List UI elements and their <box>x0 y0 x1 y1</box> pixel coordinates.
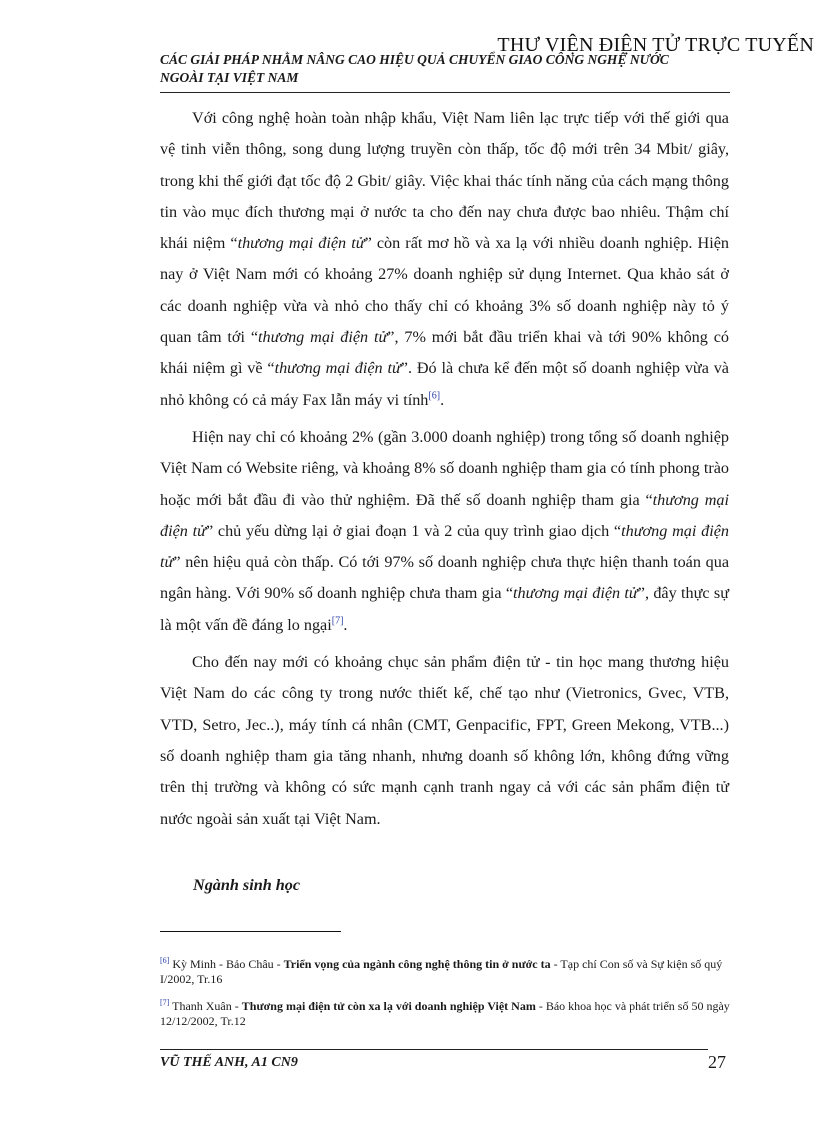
footnote-title: Thương mại điện tử còn xa lạ với doanh nghiệp Việt Nam <box>241 999 536 1013</box>
footnote-6: [6] Kỳ Minh - Bảo Châu - Triển vọng của ngành công nghệ thông tin ở nước ta - Tạp chí Con số và Sự kiện số quý I/2002, Tr.16 <box>160 956 723 986</box>
footnote-7: [7] Thanh Xuân - Thương mại điện tử còn xa lạ với doanh nghiệp Việt Nam - Báo khoa học và phát triển số 50 ngày 12/12/2002, Tr.12 <box>160 998 730 1028</box>
footnote-ref-6[interactable]: [6] <box>428 390 441 402</box>
header-divider <box>160 92 730 93</box>
header-line-1: CÁC GIẢI PHÁP NHẰM NÂNG CAO HIỆU QUẢ CHUYỂN GIAO CÔNG NGHỆ NƯỚC <box>160 52 669 67</box>
footnotes <box>160 957 730 1041</box>
footer-author: VŨ THẾ ANH, A1 CN9 <box>160 1055 298 1070</box>
footnote-marker: [6] <box>160 956 170 965</box>
paragraph-3: Cho đến nay mới có khoảng chục sản phẩm điện tử - tin học mang thương hiệu Việt Nam do các công ty trong nước thiết kế, chế tạo như (Vietronics, Gvec, VTB, VTD, Setro, Jec..), máy tính cá nhân (CMT, Genpacific, FPT, Green Mekong, VTB...) số doanh nghiệp tham gia tăng nhanh, nhưng doanh số không lớn, không đứng vững trên thị trường và không có sức mạnh cạnh tranh ngay cả với các sản phẩm điện tử nước ngoài sản xuất tại Việt Nam. <box>160 653 729 828</box>
watermark-banner: THƯ VIỆN ĐIỆN TỬ TRỰC TUYẾN <box>497 34 814 56</box>
footnote-ref-7[interactable]: [7] <box>331 615 344 627</box>
running-header <box>160 51 730 87</box>
footnote-divider <box>160 931 341 932</box>
header-line-2: NGOÀI TẠI VIỆT NAM <box>160 70 299 85</box>
paragraph-1: Với công nghệ hoàn toàn nhập khẩu, Việt Nam liên lạc trực tiếp với thế giới qua vệ tinh viễn thông, song dung lượng truyền còn thấp, tốc độ mới trên 34 Mbit/ giây, trong khi thế giới đạt tốc độ 2 Gbit/ giây. Việc khai thác tính năng của cách mạng thông tin vào mục đích thương mại ở nước ta cho đến nay chưa được bao nhiêu. Thậm chí khái niệm “thương mại điện tử” còn rất mơ hồ và xa lạ với nhiều doanh nghiệp. Hiện nay ở Việt Nam mới có khoảng 27% doanh nghiệp sử dụng Internet. Qua khảo sát ở các doanh nghiệp vừa và nhỏ cho thấy chỉ có khoảng 3% số doanh nghiệp này tỏ ý quan tâm tới “thương mại điện tử”, 7% mới bắt đầu triển khai và tới 90% không có khái niệm gì về “thương mại điện tử”. Đó là chưa kể đến một số doanh nghiệp vừa và nhỏ không có cả máy Fax lẫn máy vi tính[6]. <box>160 109 730 409</box>
paragraph-2: Hiện nay chỉ có khoảng 2% (gần 3.000 doanh nghiệp) trong tổng số doanh nghiệp Việt Nam có Website riêng, và khoảng 8% số doanh nghiệp tham gia có tính phong trào hoặc mới bắt đầu đi vào thử nghiệm. Đã thế số doanh nghiệp tham gia “thương mại điện tử” chủ yếu dừng lại ở giai đoạn 1 và 2 của quy trình giao dịch “thương mại điện tử” nên hiệu quả còn thấp. Có tới 97% số doanh nghiệp chưa thực hiện thanh toán qua ngân hàng. Với 90% số doanh nghiệp chưa tham gia “thương mại điện tử”, đây thực sự là một vấn đề đáng lo ngại[7]. <box>160 427 730 634</box>
footnote-marker: [7] <box>160 998 170 1007</box>
footnote-title: Triển vọng của ngành công nghệ thông tin ở nước ta <box>283 957 551 971</box>
page-number: 27 <box>708 1052 726 1072</box>
section-subheading: Ngành sinh học <box>193 876 301 894</box>
footer-divider <box>160 1049 708 1050</box>
body-text <box>160 103 729 841</box>
